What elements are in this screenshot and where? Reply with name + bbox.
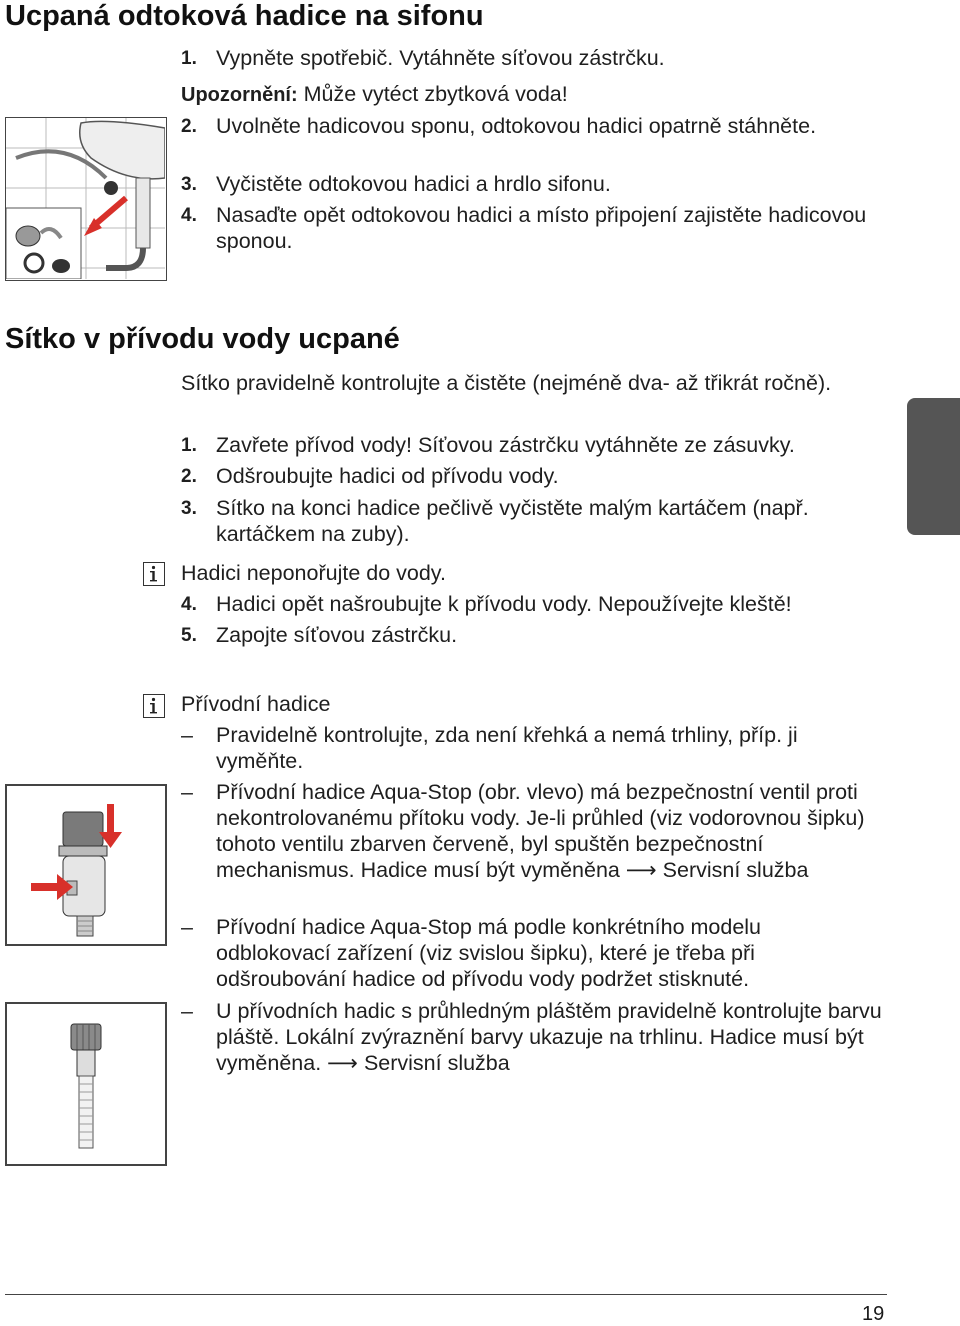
siphon-illustration: [5, 117, 167, 281]
bullet-dash: –: [181, 999, 193, 1023]
step-number: 4.: [181, 205, 197, 226]
step-text: Uvolněte hadicovou sponu, odtokovou hadici opatrně stáhněte.: [216, 114, 817, 138]
footer-divider: [5, 1294, 887, 1295]
bullet-text: Pravidelně kontrolujte, zda není křehká a nemá trhliny, příp. ji vyměňte.: [216, 723, 798, 773]
inlet-hose-heading: Přívodní hadice: [181, 692, 331, 716]
step-text: Vyčistěte odtokovou hadici a hrdlo sifonu.: [216, 172, 611, 196]
bullet-text: U přívodních hadic s průhledným pláštěm pravidelně kontrolujte barvu pláště. Lokální zvýraznění barvy ukazuje na trhlinu. Hadice musí být vyměněna. ⟶ Servisní služba: [216, 999, 882, 1075]
step-text: Odšroubujte hadici od přívodu vody.: [216, 464, 559, 488]
transparent-hose-illustration: [5, 1002, 167, 1166]
page-number: 19: [862, 1303, 885, 1325]
section-title-drain-hose: Ucpaná odtoková hadice na sifonu: [5, 0, 484, 32]
warning-label: Upozornění:: [181, 84, 298, 106]
chapter-tab: [907, 398, 960, 535]
step-number: 2.: [181, 116, 197, 137]
step-number: 3.: [181, 174, 197, 195]
bullet-text: Přívodní hadice Aqua-Stop má podle konkrétního modelu odblokovací zařízení (viz svislou šipku), které je třeba při odšroubování hadice od přívodu vody podržet stisknuté.: [216, 915, 762, 991]
step-text: Zavřete přívod vody! Síťovou zástrčku vytáhněte ze zásuvky.: [216, 433, 795, 457]
step-number: 1.: [181, 435, 197, 456]
bullet-dash: –: [181, 723, 193, 747]
bullet-dash: –: [181, 780, 193, 804]
step-text: Zapojte síťovou zástrčku.: [216, 623, 458, 647]
bullet-dash: –: [181, 915, 193, 939]
step-text: Sítko na konci hadice pečlivě vyčistěte malým kartáčem (např. kartáčkem na zuby).: [216, 496, 809, 546]
step-text: Vypněte spotřebič. Vytáhněte síťovou zástrčku.: [216, 46, 665, 70]
aqua-stop-illustration: [5, 784, 167, 946]
step-text: Nasaďte opět odtokovou hadici a místo připojení zajistěte hadicovou sponou.: [216, 203, 867, 253]
warning-text: Může vytéct zbytková voda!: [303, 82, 568, 106]
step-number: 2.: [181, 466, 197, 487]
step-text: Hadici opět našroubujte k přívodu vody. Nepoužívejte kleště!: [216, 592, 792, 616]
section-title-water-filter: Sítko v přívodu vody ucpané: [5, 323, 400, 355]
step-number: 4.: [181, 594, 197, 615]
warning: [181, 81, 881, 108]
info-icon: [143, 694, 165, 718]
intro-text: Sítko pravidelně kontrolujte a čistěte (nejméně dva- až třikrát ročně).: [181, 371, 832, 395]
step-number: 3.: [181, 498, 197, 519]
step-number: 1.: [181, 48, 197, 69]
info-icon: [143, 562, 165, 586]
bullet-text: Přívodní hadice Aqua-Stop (obr. vlevo) má bezpečnostní ventil proti nekontrolovanému přítoku vody. Je-li průhled (viz vodorovnou šipku) tohoto ventilu zbarven červeně, byl spuštěn bezpečnostní mechanismus. Hadice musí být vyměněna ⟶ Servisní služba: [216, 780, 865, 882]
note-text: Hadici neponořujte do vody.: [181, 561, 446, 585]
step-number: 5.: [181, 625, 197, 646]
